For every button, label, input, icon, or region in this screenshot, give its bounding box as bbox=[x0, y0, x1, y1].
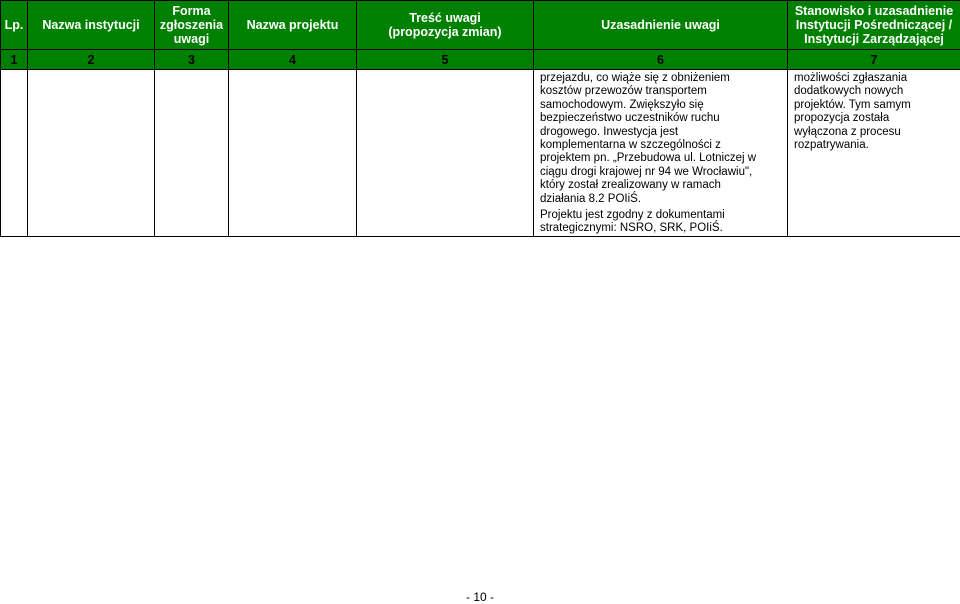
page-number: - 10 - bbox=[465, 590, 494, 604]
cell-justification bbox=[534, 70, 788, 237]
col-number: 5 bbox=[357, 50, 534, 70]
cell-project-name bbox=[229, 70, 357, 237]
column-number-row bbox=[1, 50, 960, 70]
cell-position bbox=[788, 70, 960, 237]
col-number: 7 bbox=[788, 50, 960, 70]
comments-table bbox=[0, 0, 960, 237]
cell-lp bbox=[1, 70, 28, 237]
col-number: 6 bbox=[534, 50, 788, 70]
col-header-justification: Uzasadnienie uwagi bbox=[534, 1, 788, 50]
justification-paragraph: przejazdu, co wiąże się z obniżeniem kosztów przewozów transportem samochodowym. Zwiększyło się bezpieczeństwo uczestników ruchu drogowego. Inwestycja jest komplementarna w szczególności z projektem pn. „Przebudowa ul. Lotniczej w ciągu drogi krajowej nr 94 we Wrocławiu", który został zrealizowany w ramach działania 8.2 POIiŚ. bbox=[540, 72, 757, 205]
cell-institution bbox=[28, 70, 155, 237]
col-header-position: Stanowisko i uzasadnienie Instytucji Pośredniczącej / Instytucji Zarządzającej bbox=[788, 1, 960, 50]
position-paragraph: możliwości zgłaszania dodatkowych nowych projektów. Tym samym propozycja została wyłączona z procesu rozpatrywania. bbox=[794, 72, 911, 152]
col-header-institution: Nazwa instytucji bbox=[28, 1, 155, 50]
justification-paragraph: Projektu jest zgodny z dokumentami strategicznymi: NSRO, SRK, POIiŚ. bbox=[540, 209, 725, 235]
header-row bbox=[1, 1, 960, 50]
col-header-project-name: Nazwa projektu bbox=[229, 1, 357, 50]
cell-submission-form bbox=[155, 70, 229, 237]
col-header-comment-content: Treść uwagi (propozycja zmian) bbox=[357, 1, 534, 50]
col-number: 4 bbox=[229, 50, 357, 70]
table-row bbox=[1, 70, 960, 237]
col-number: 3 bbox=[155, 50, 229, 70]
col-header-submission-form: Forma zgłoszenia uwagi bbox=[155, 1, 229, 50]
col-number: 1 bbox=[1, 50, 28, 70]
cell-comment-content bbox=[357, 70, 534, 237]
col-number: 2 bbox=[28, 50, 155, 70]
col-header-lp: Lp. bbox=[1, 1, 28, 50]
